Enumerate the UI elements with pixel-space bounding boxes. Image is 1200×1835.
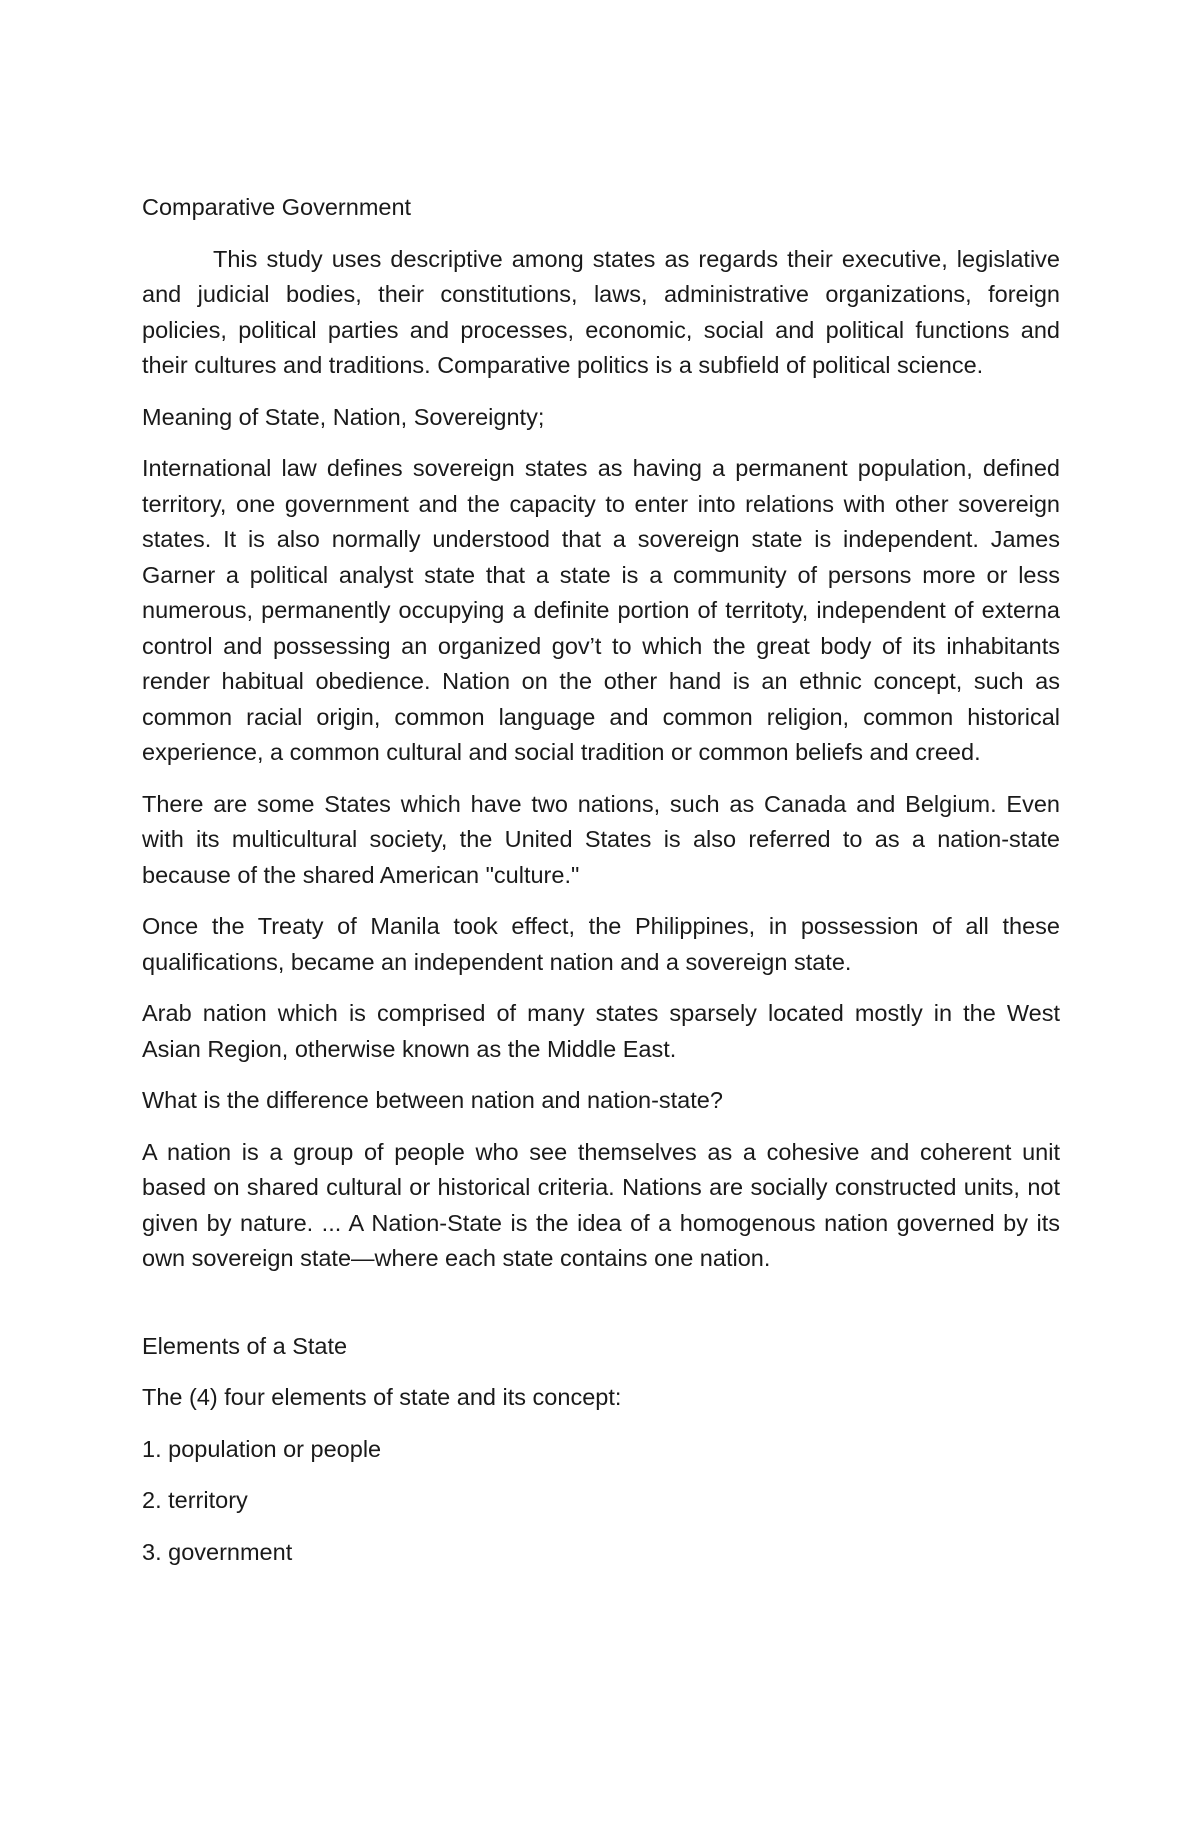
- document-title: Comparative Government: [142, 194, 412, 220]
- list-item: 1. population or people: [142, 1435, 382, 1462]
- elements-intro: The (4) four elements of state and its concept:: [142, 1384, 622, 1410]
- definition-paragraph: International law defines sovereign states as having a permanent population, defined territory, one government and the capacity to enter into relations with other sovereign states. It is also normally understood that a sovereign state is independent. James Garner a political analyst state that a state is a community of persons more or less numerous, permanently occupying a definite portion of territoty, independent of externa control and possessing an organized gov’t to which the great body of its inhabitants render habitual obedience. Nation on the other hand is an ethnic concept, such as common racial origin, common language and common religion, common historical experience, a common cultural and social tradition or common beliefs and creed.: [142, 455, 1060, 765]
- answer-paragraph: A nation is a group of people who see themselves as a cohesive and coherent unit based on shared cultural or historical criteria. Nations are socially constructed units, not given by nature. ... A Nation-State is the idea of a homogenous nation governed by its own sovereign state—where each state contains one nation.: [142, 1138, 1060, 1271]
- intro-paragraph: This study uses descriptive among states as regards their executive, legislative and judicial bodies, their constitutions, laws, administrative organizations, foreign policies, political parties and processes, economic, social and political functions and their cultures and traditions. Comparative politics is a subfield of political science.: [142, 245, 1060, 378]
- question-paragraph: What is the difference between nation and nation-state?: [142, 1087, 723, 1113]
- section-heading-elements: Elements of a State: [142, 1332, 348, 1359]
- two-nations-paragraph: There are some States which have two nations, such as Canada and Belgium. Even with its multicultural society, the United States is also referred to as a nation-state because of the shared American "culture.": [142, 790, 1060, 888]
- document-body: [142, 190, 1060, 1586]
- arab-nation-paragraph: Arab nation which is comprised of many states sparsely located mostly in the West Asian Region, otherwise known as the Middle East.: [142, 1000, 1060, 1062]
- list-item: 3. government: [142, 1538, 293, 1565]
- elements-list: [142, 1432, 1060, 1571]
- list-item: 2. territory: [142, 1487, 248, 1513]
- treaty-of-manila-paragraph: Once the Treaty of Manila took effect, the Philippines, in possession of all these qualifications, became an independent nation and a sovereign state.: [142, 913, 1060, 975]
- section-heading-state-nation-sovereignty: Meaning of State, Nation, Sovereignty;: [142, 403, 545, 430]
